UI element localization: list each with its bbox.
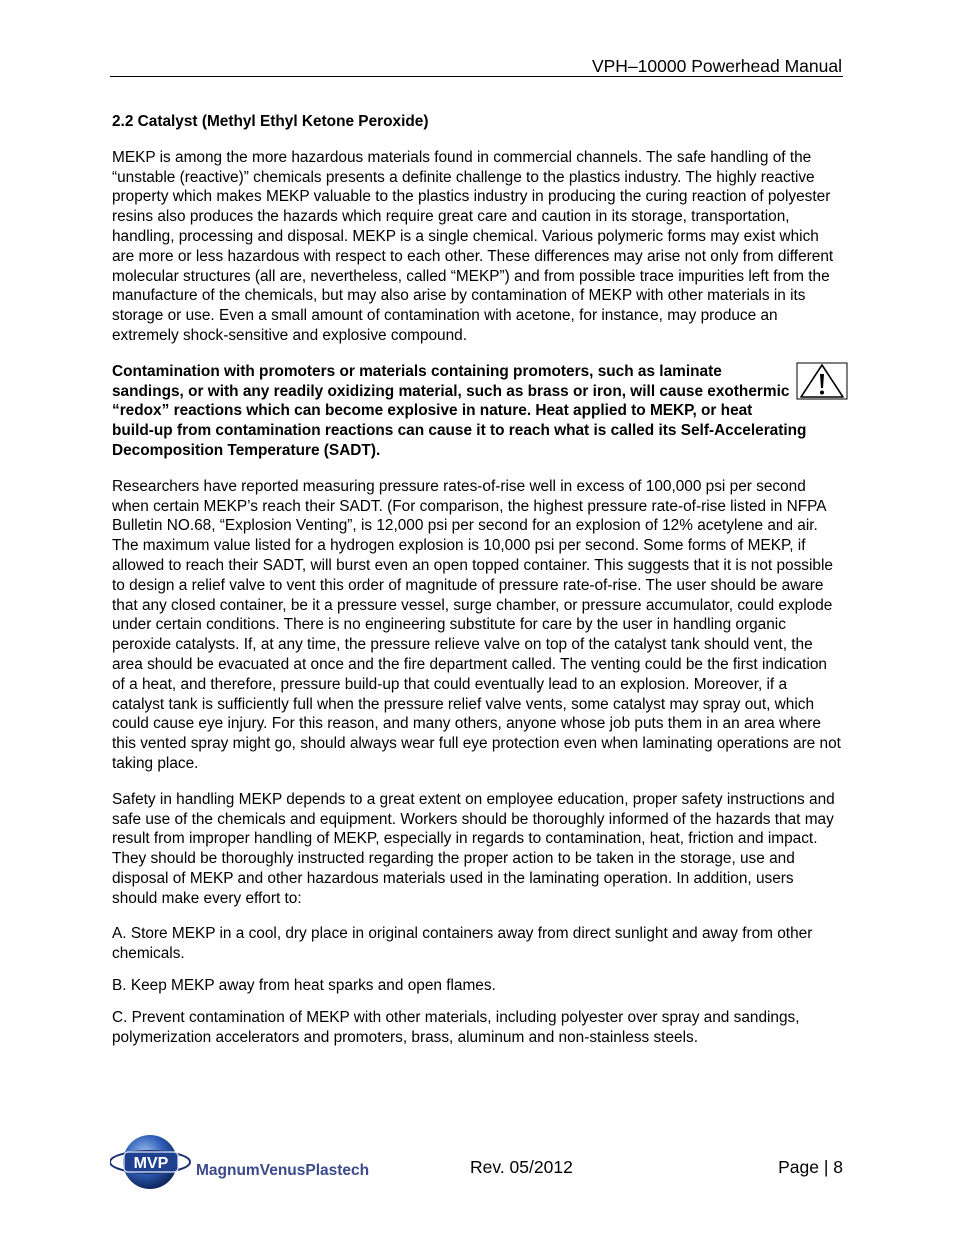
list-item: A. Store MEKP in a cool, dry place in original containers away from direct sunlight and away from other chemicals.: [112, 925, 813, 963]
document-body: [112, 112, 842, 1059]
paragraph-pressure: Researchers have reported measuring pressure rates-of-rise well in excess of 100,000 psi per second when certain MEKP’s reach their SADT. (For comparison, the highest pressure rate-of-rise listed in NFPA Bulletin NO.68, “Explosion Venting”, is 12,000 psi per second for an explosion of 12% acetylene and air. The maximum value listed for a hydrogen explosion is 10,000 psi per second. Some forms of MEKP, if allowed to reach their SADT, will burst even an open topped container. This suggests that it is not possible to design a relief valve to vent this order of magnitude of pressure rate-of-rise. The user should be aware that any closed container, be it a pressure vessel, surge chamber, or pressure accumulator, could explode under certain conditions. There is no engineering substitute for care by the user in handling organic peroxide catalysts. If, at any time, the pressure relieve valve on top of the catalyst tank should vent, the area should be evacuated at once and the fire department called. The venting could be the first indication of a heat, and therefore, pressure build-up that could eventually lead to an explosion. Moreover, if a catalyst tank is sufficiently full when the pressure relief valve vents, some catalyst may spray out, which could cause eye injury. For this reason, and many others, anyone whose job puts them in an area where this vented spray might go, should always wear full eye protection even when laminating operations are not taking place.: [112, 477, 841, 772]
list-item: C. Prevent contamination of MEKP with other materials, including polyester over spray and sandings, polymerization accelerators and promoters, brass, aluminum and non-stainless steels.: [112, 1008, 800, 1046]
warning-triangle-icon: [796, 362, 848, 400]
header-divider: [110, 76, 843, 77]
section-heading: 2.2 Catalyst (Methyl Ethyl Ketone Peroxide): [112, 113, 429, 130]
paragraph-intro: MEKP is among the more hazardous materials found in commercial channels. The safe handling of the “unstable (reactive)” chemicals presents a definite challenge to the plastics industry. The highly reactive property which makes MEKP valuable to the plastics industry in producing the curing reaction of polyester resins also produces the hazards which require great care and caution in its storage, transportation, handling, processing and disposal. MEKP is a single chemical. Various polymeric forms may exist which are more or less hazardous with respect to each other. These differences may arise not only from different molecular structures (all are, nevertheless, called “MEKP”) and from possible trace impurities left from the manufacture of the chemicals, but may also arise by contamination of MEKP with other materials in its storage or use. Even a small amount of contamination with acetone, for instance, may produce an extremely shock-sensitive and explosive compound.: [112, 148, 834, 344]
page-number: Page | 8: [778, 1157, 843, 1177]
page-footer: [110, 1128, 843, 1192]
list-item: B. Keep MEKP away from heat sparks and open flames.: [112, 977, 496, 995]
logo-wordmark: MagnumVenusPlastech: [196, 1162, 370, 1179]
header-title: VPH–10000 Powerhead Manual: [591, 56, 842, 76]
logo-badge: MVP: [133, 1155, 169, 1172]
paragraph-safety: Safety in handling MEKP depends to a great extent on employee education, proper safety instructions and safe use of the chemicals and equipment. Workers should be thoroughly informed of the hazards that may result from improper handling of MEKP, especially in regards to contamination, heat, friction and impact. They should be thoroughly instructed regarding the proper action to be taken in the storage, use and disposal of MEKP and other hazardous materials used in the laminating operation. In addition, users should make every effort to:: [112, 790, 835, 907]
warning-callout: [112, 362, 842, 461]
company-logo: [110, 1132, 410, 1192]
warning-text: Contamination with promoters or materials containing promoters, such as laminate sandings, or with any readily oxidizing material, such as brass or iron, will cause exothermic “redox” reactions which can become explosive in nature. Heat applied to MEKP, or heat build-up from contamination reactions can cause it to reach what is called its Self-Accelerating Decomposition Temperature (SADT).: [112, 362, 807, 459]
revision-date: Rev. 05/2012: [470, 1157, 573, 1177]
